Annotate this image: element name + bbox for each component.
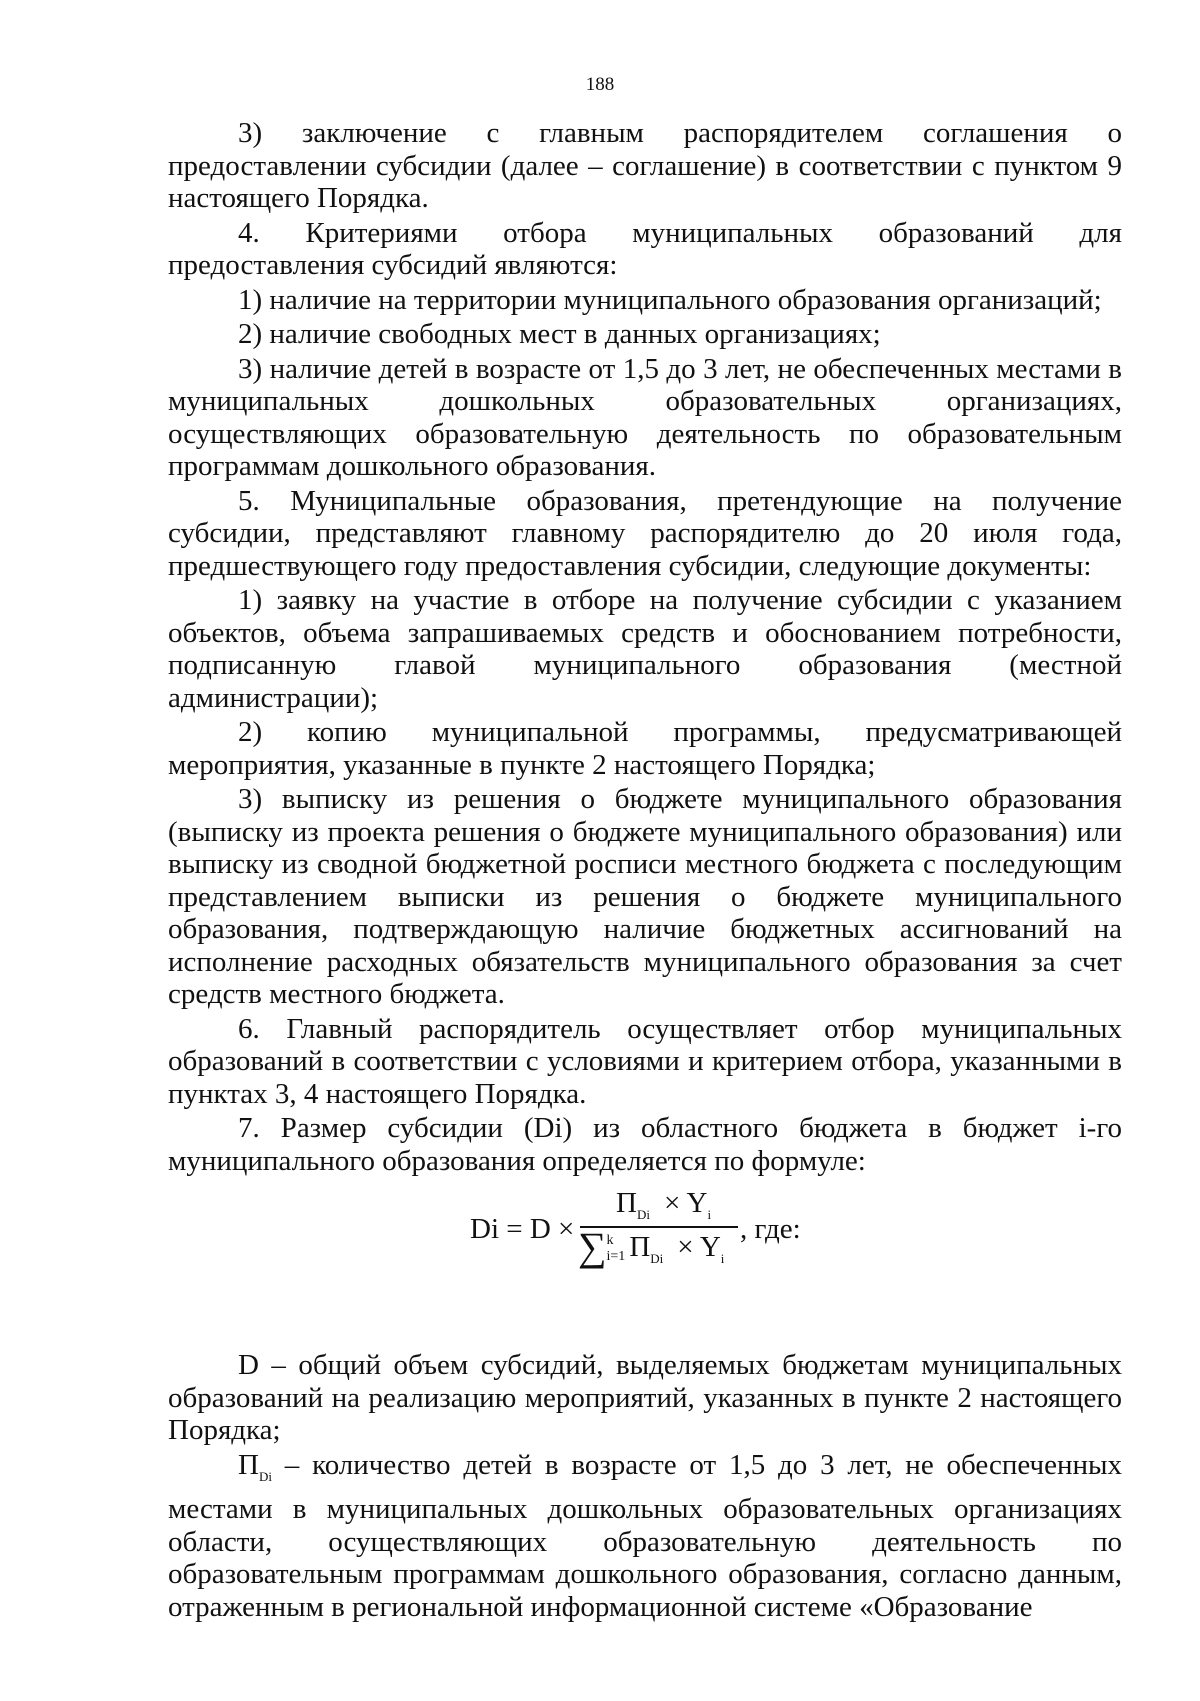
formula-denominator	[578, 1224, 725, 1276]
paragraph: 1) заявку на участие в отборе на получение субсидии с указанием объектов, объема запрашиваемых средств и обоснованием потребности, подписанную главой муниципального образования (местной администрации);	[168, 584, 1122, 714]
paragraph: 2) наличие свободных мест в данных организациях;	[238, 318, 881, 350]
paragraph: 3) наличие детей в возрасте от 1,5 до 3 лет, не обеспеченных местами в муниципальных дошкольных образовательных организациях, осуществляющих образовательную деятельность по образовательным программам дошкольного образования.	[168, 352, 1122, 482]
sum-limits	[607, 1233, 626, 1265]
formula-den-times: ×	[677, 1231, 694, 1263]
paragraphs-after-formula	[168, 1349, 1122, 1623]
p-symbol-sub: Di	[258, 1468, 272, 1484]
sum-lower-limit: i=1	[606, 1249, 626, 1265]
paragraph: 3) выписку из решения о бюджете муниципального образования (выписку из проекта решения о бюджете муниципального образования) или выписку из сводной бюджетной росписи местного бюджета с последующим представлением выписки из решения о бюджете муниципального образования, подтверждающую наличие бюджетных ассигнований на исполнение расходных обязательств муниципального образования за счет средств местного бюджета.	[168, 783, 1122, 1010]
sum-upper-limit: k	[606, 1233, 614, 1249]
paragraph: 6. Главный распорядитель осуществляет отбор муниципальных образований в соответствии с условиями и критерием отбора, указанными в пунктах 3, 4 настоящего Порядка.	[168, 1012, 1122, 1110]
p-definition-text: – количество детей в возрасте от 1,5 до 3 лет, не обеспеченных местами в муниципальных дошкольных образовательных организациях области, осуществляющих образовательную деятельность по образовательным программам дошкольного образования, согласно данным, отраженным в региональной информационной системе «Образование	[168, 1448, 1122, 1623]
p-symbol: П	[238, 1448, 259, 1481]
formula-den-p: П	[629, 1231, 651, 1263]
paragraph-p-di-definition	[168, 1449, 1122, 1624]
sigma-symbol: ∑	[578, 1224, 607, 1269]
formula-den-p-sub: Di	[650, 1251, 664, 1266]
formula-den-y-sub: i	[720, 1251, 725, 1266]
formula-numerator	[616, 1187, 711, 1232]
formula-num-p-sub: Di	[636, 1207, 650, 1222]
paragraph: D – общий объем субсидий, выделяемых бюджетам муниципальных образований на реализацию мероприятий, указанных в пункте 2 настоящего Порядка;	[168, 1349, 1122, 1446]
formula-lhs: Di = D ×	[470, 1213, 575, 1245]
formula-den-y: Y	[699, 1231, 721, 1263]
formula-tail: , где:	[740, 1213, 801, 1245]
page-number: 188	[585, 74, 615, 95]
subsidy-formula	[168, 1187, 1122, 1343]
formula-num-y: Y	[686, 1187, 708, 1219]
formula-num-y-sub: i	[707, 1207, 712, 1222]
paragraph: 7. Размер субсидии (Di) из областного бюджета в бюджет i-го муниципального образования определяется по формуле:	[168, 1112, 1122, 1177]
paragraph: 3) заключение с главным распорядителем соглашения о предоставлении субсидии (далее – соглашение) в соответствии с пунктом 9 настоящего Порядка.	[168, 117, 1122, 214]
paragraph: 5. Муниципальные образования, претендующие на получение субсидии, представляют главному распорядителю до 20 июля года, предшествующего году предоставления субсидии, следующие документы:	[168, 484, 1122, 582]
paragraph: 1) наличие на территории муниципального образования организаций;	[238, 283, 1102, 316]
paragraph: 2) копию муниципальной программы, предусматривающей мероприятия, указанные в пункте 2 настоящего Порядка;	[168, 716, 1122, 781]
formula-num-times: ×	[663, 1187, 681, 1219]
formula-num-p: П	[616, 1187, 637, 1219]
document-body	[168, 117, 1122, 1625]
paragraphs-before-formula	[168, 117, 1122, 1177]
paragraph: 4. Критериями отбора муниципальных образований для предоставления субсидий являются:	[168, 216, 1122, 281]
